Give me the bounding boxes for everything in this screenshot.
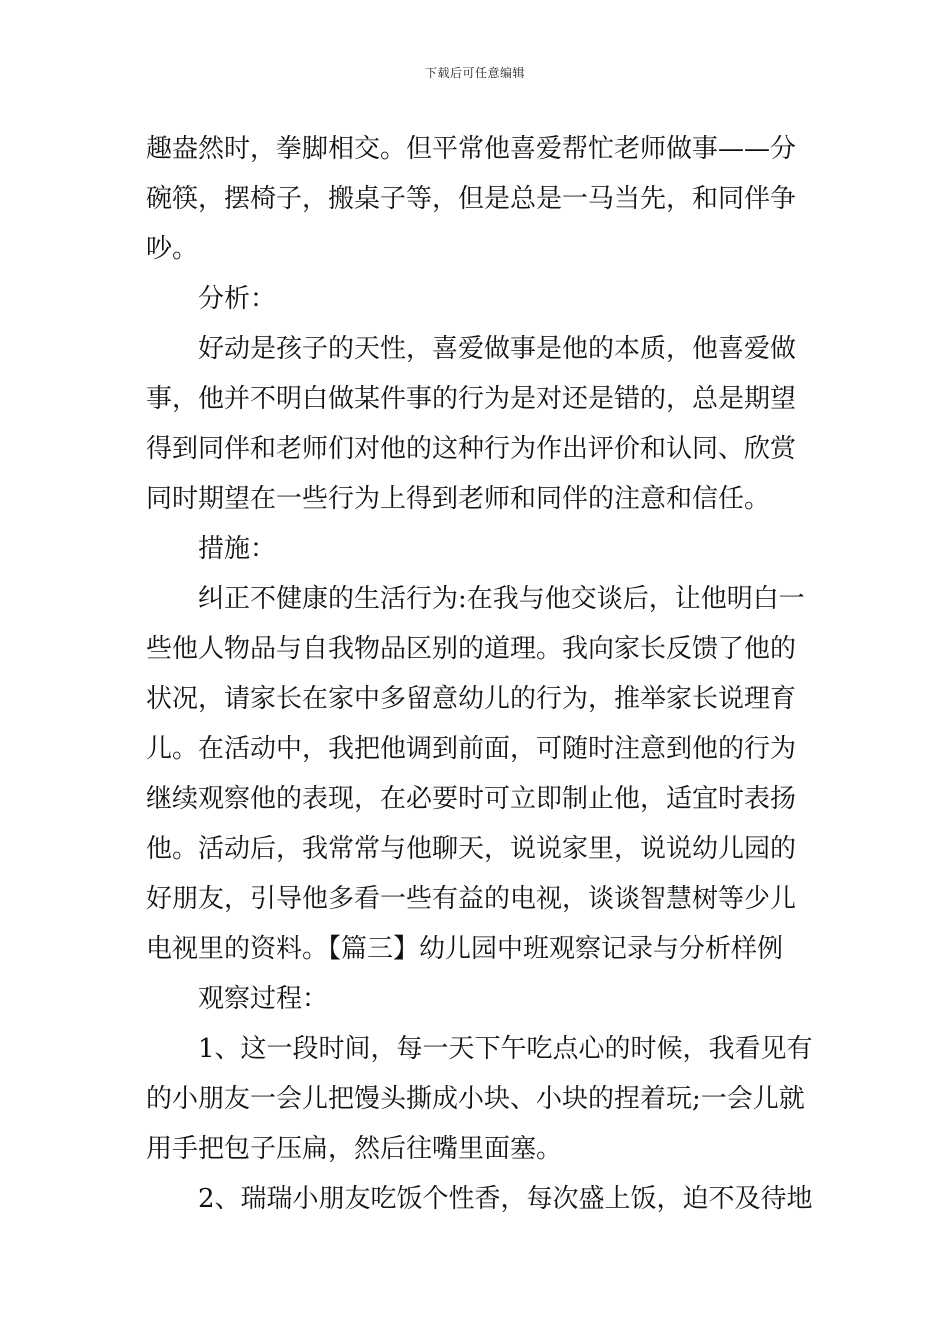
body-line: 电视里的资料。【篇三】幼儿园中班观察记录与分析样例: [146, 934, 784, 964]
body-line: 事，他并不明白做某件事的行为是对还是错的，总是期望: [146, 384, 797, 414]
body-line: 儿。在活动中，我把他调到前面，可随时注意到他的行为: [146, 734, 797, 764]
section-heading: 观察过程：: [198, 984, 329, 1014]
body-line: 纠正不健康的生活行为:在我与他交谈后，让他明白一: [198, 584, 805, 614]
section-heading: 分析：: [198, 284, 277, 314]
body-line: 他。活动后，我常常与他聊天，说说家里，说说幼儿园的: [146, 834, 797, 864]
body-line: 得到同伴和老师们对他的这种行为作出评价和认同、欣赏: [146, 434, 797, 464]
body-line: 2、瑞瑞小朋友吃饭个性香，每次盛上饭，迫不及待地: [198, 1184, 813, 1214]
section-heading: 措施：: [198, 534, 277, 564]
body-line: 趣盎然时，拳脚相交。但平常他喜爱帮忙老师做事——分: [146, 134, 797, 164]
body-line: 的小朋友一会儿把馒头撕成小块、小块的捏着玩;一会儿就: [146, 1084, 805, 1114]
body-line: 些他人物品与自我物品区别的道理。我向家长反馈了他的: [146, 634, 797, 664]
body-line: 好动是孩子的天性，喜爱做事是他的本质，他喜爱做: [198, 334, 797, 364]
body-line: 状况，请家长在家中多留意幼儿的行为，推举家长说理育: [146, 684, 797, 714]
body-line: 1、这一段时间，每一天下午吃点心的时候，我看见有: [198, 1034, 813, 1064]
body-line: 继续观察他的表现，在必要时可立即制止他，适宜时表扬: [146, 784, 797, 814]
page-header: 下载后可任意编辑: [424, 66, 525, 80]
body-line: 碗筷，摆椅子，搬桌子等，但是总是一马当先，和同伴争: [146, 184, 797, 214]
body-line: 同时期望在一些行为上得到老师和同伴的注意和信任。: [146, 484, 771, 514]
body-line: 好朋友，引导他多看一些有益的电视，谈谈智慧树等少儿: [146, 884, 797, 914]
body-line: 用手把包子压扁，然后往嘴里面塞。: [146, 1134, 563, 1164]
body-line: 吵。: [146, 234, 199, 264]
